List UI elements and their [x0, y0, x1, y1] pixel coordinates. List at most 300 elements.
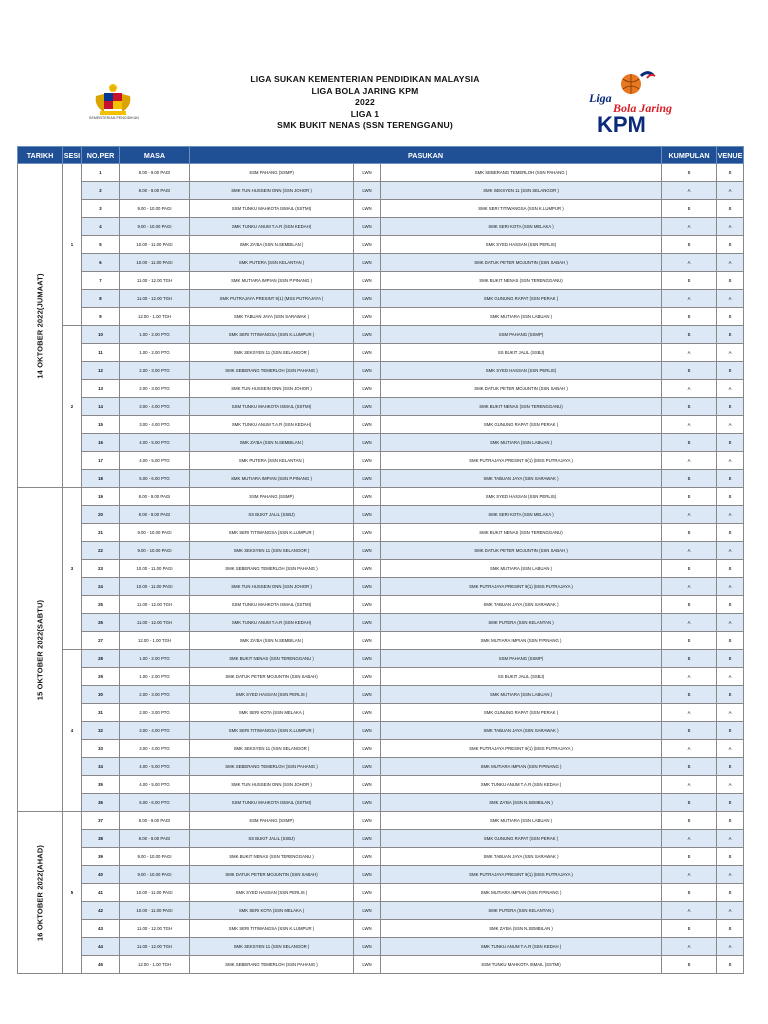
match-number: 19 [82, 488, 120, 506]
venue-value: B [717, 434, 744, 452]
match-number: 39 [82, 848, 120, 866]
home-team: SSM TUNKU MAHKOTA ISMAIL (SSTMI) [190, 200, 354, 218]
match-time: 2.00 - 3.00 PTG [120, 380, 190, 398]
away-team: SS BUKIT JALIL (SSBJ) [381, 668, 662, 686]
match-number: 30 [82, 686, 120, 704]
versus-label: LWN [354, 200, 381, 218]
versus-label: LWN [354, 848, 381, 866]
table-row [18, 254, 744, 272]
venue-value: B [717, 524, 744, 542]
home-team: SMK SEBERANG TEMERLOH (SSN PAHANG ) [190, 362, 354, 380]
match-number: 38 [82, 830, 120, 848]
match-number: 42 [82, 902, 120, 920]
match-number: 44 [82, 938, 120, 956]
venue-value: B [717, 398, 744, 416]
title-competition: LIGA BOLA JARING KPM [311, 85, 419, 96]
away-team: SMK GUNUNG RAPAT (SSN PERAK ) [381, 830, 662, 848]
venue-value: A [717, 578, 744, 596]
match-number: 34 [82, 758, 120, 776]
match-time: 1.00 - 2.00 PTG [120, 650, 190, 668]
col-sesi: SESI [63, 147, 82, 164]
match-number: 10 [82, 326, 120, 344]
versus-label: LWN [354, 560, 381, 578]
versus-label: LWN [354, 218, 381, 236]
match-schedule-table [17, 146, 744, 974]
away-team: SMK MUTIARA IMPIAN (SSN P.PINANG ) [381, 884, 662, 902]
session-cell: 3 [63, 488, 82, 650]
group-value: B [662, 650, 717, 668]
venue-value: B [717, 308, 744, 326]
away-team: SS BUKIT JALIL (SSBJ) [381, 344, 662, 362]
match-number: 7 [82, 272, 120, 290]
versus-label: LWN [354, 362, 381, 380]
table-row [18, 596, 744, 614]
away-team: SMK DATUK PETER MOJUNTIN (SSN SABAH ) [381, 542, 662, 560]
group-value: A [662, 254, 717, 272]
away-team: SMK MUTIARA IMPIAN (SSN P.PINANG ) [381, 632, 662, 650]
venue-value: A [717, 938, 744, 956]
match-number: 24 [82, 578, 120, 596]
match-number: 37 [82, 812, 120, 830]
home-team: SMK MUTIARA IMPIAN (SSN P.PINANG ) [190, 272, 354, 290]
logo-text-liga: Liga [589, 91, 612, 105]
malaysia-crest-icon [90, 82, 136, 118]
versus-label: LWN [354, 650, 381, 668]
venue-value: B [717, 920, 744, 938]
versus-label: LWN [354, 398, 381, 416]
match-number: 4 [82, 218, 120, 236]
home-team: SMK SERI KOTA (SSN MELAKA ) [190, 704, 354, 722]
away-team: SSM PAHANG (SSMP) [381, 326, 662, 344]
table-row [18, 668, 744, 686]
home-team: SMK BUKIT NENAS (SSN TERENGGANU ) [190, 650, 354, 668]
table-row [18, 938, 744, 956]
group-value: B [662, 722, 717, 740]
group-value: B [662, 686, 717, 704]
away-team: SMK PUTRAJAYA PRESINT 9(1) (MSS PUTRAJAYA ) [381, 740, 662, 758]
table-header-row [18, 147, 744, 164]
group-value: B [662, 596, 717, 614]
home-team: SMK SEKSYEN 11 (SSN SELANGOR ) [190, 740, 354, 758]
date-label: 15 OKTOBER 2022(SABTU) [35, 599, 45, 700]
match-time: 2.00 - 3.00 PTG [120, 362, 190, 380]
match-number: 2 [82, 182, 120, 200]
group-value: B [662, 632, 717, 650]
home-team: SMK SERI KOTA (SSN MELAKA ) [190, 902, 354, 920]
match-time: 9.00 - 10.00 PAGI [120, 542, 190, 560]
away-team: SMK SYED HASSAN (SSN PERLIS) [381, 236, 662, 254]
match-number: 18 [82, 470, 120, 488]
date-cell [18, 488, 63, 812]
table-row [18, 326, 744, 344]
table-row [18, 812, 744, 830]
away-team: SMK SEKSYEN 11 (SSN SELANGOR ) [381, 182, 662, 200]
match-number: 14 [82, 398, 120, 416]
table-row [18, 920, 744, 938]
schedule-body [18, 164, 744, 974]
table-row [18, 956, 744, 974]
away-team: SMK MUTIARA (SSN LABUAN ) [381, 308, 662, 326]
match-time: 4.00 - 5.00 PTG [120, 758, 190, 776]
away-team: SMK BUKIT NENAS (SSN TERENGGANU) [381, 272, 662, 290]
group-value: B [662, 560, 717, 578]
away-team: SMK TABUAN JAYA (SSN SARAWAK ) [381, 722, 662, 740]
match-number: 31 [82, 704, 120, 722]
versus-label: LWN [354, 506, 381, 524]
match-number: 23 [82, 560, 120, 578]
group-value: B [662, 326, 717, 344]
home-team: SMK TUNKU ANUM T.A.R (SSN KEDAH) [190, 416, 354, 434]
group-value: B [662, 434, 717, 452]
date-cell [18, 164, 63, 488]
match-time: 11.00 - 12.00 TGH [120, 596, 190, 614]
table-row [18, 848, 744, 866]
home-team: SMK SERI TITIWANGSA (SSN K.LUMPUR ) [190, 722, 354, 740]
away-team: SMK TABUAN JAYA (SSN SARAWAK ) [381, 596, 662, 614]
match-time: 10.00 - 11.00 PAGI [120, 578, 190, 596]
match-time: 10.00 - 11.00 PAGI [120, 236, 190, 254]
logo-text-kpm: KPM [597, 112, 646, 134]
table-row [18, 380, 744, 398]
venue-value: B [717, 164, 744, 182]
versus-label: LWN [354, 182, 381, 200]
table-row [18, 488, 744, 506]
venue-value: B [717, 632, 744, 650]
versus-label: LWN [354, 290, 381, 308]
match-number: 33 [82, 740, 120, 758]
match-number: 22 [82, 542, 120, 560]
versus-label: LWN [354, 254, 381, 272]
venue-value: A [717, 668, 744, 686]
away-team: SMK SERI KOTA (SSN MELAKA ) [381, 218, 662, 236]
home-team: SMK PUTERA (SSN KELANTAN ) [190, 452, 354, 470]
match-number: 15 [82, 416, 120, 434]
venue-value: A [717, 182, 744, 200]
group-value: B [662, 920, 717, 938]
venue-value: A [717, 902, 744, 920]
home-team: SSM TUNKU MAHKOTA ISMAIL (SSTMI) [190, 398, 354, 416]
home-team: SMK ZA'BA (SSN N.SEMBILAN ) [190, 632, 354, 650]
versus-label: LWN [354, 326, 381, 344]
table-row [18, 578, 744, 596]
away-team: SMK MUTIARA (SSN LABUAN ) [381, 812, 662, 830]
versus-label: LWN [354, 902, 381, 920]
away-team: SMK BUKIT NENAS (SSN TERENGGANU) [381, 398, 662, 416]
match-number: 28 [82, 650, 120, 668]
table-row [18, 776, 744, 794]
match-number: 11 [82, 344, 120, 362]
session-cell: 1 [63, 164, 82, 326]
table-row [18, 452, 744, 470]
versus-label: LWN [354, 668, 381, 686]
versus-label: LWN [354, 164, 381, 182]
venue-value: A [717, 506, 744, 524]
versus-label: LWN [354, 866, 381, 884]
versus-label: LWN [354, 614, 381, 632]
versus-label: LWN [354, 920, 381, 938]
document-title-block [200, 74, 530, 132]
home-team: SMK MUTIARA IMPIAN (SSN P.PINANG ) [190, 470, 354, 488]
date-label: 14 OKTOBER 2022(JUMAAT) [35, 272, 45, 379]
match-time: 3.00 - 4.00 PTG [120, 722, 190, 740]
versus-label: LWN [354, 542, 381, 560]
home-team: SMK ZA'BA (SSN N.SEMBILAN ) [190, 434, 354, 452]
match-time: 4.00 - 5.00 PTG [120, 776, 190, 794]
away-team: SMK ZA'BA (SSN N.SEMBILAN ) [381, 794, 662, 812]
away-team: SMK MUTIARA (SSN LABUAN ) [381, 560, 662, 578]
venue-value: A [717, 704, 744, 722]
home-team: SMK TUN HUSSEIN ONN (SSN JOHOR ) [190, 776, 354, 794]
match-number: 9 [82, 308, 120, 326]
match-time: 1.00 - 2.00 PTG [120, 326, 190, 344]
table-row [18, 542, 744, 560]
home-team: SSM TUNKU MAHKOTA ISMAIL (SSTMI) [190, 794, 354, 812]
venue-value: A [717, 542, 744, 560]
title-league: LIGA SUKAN KEMENTERIAN PENDIDIKAN MALAYSIA [250, 74, 480, 84]
away-team: SMK TUNKU ANUM T.A.R (SSN KEDAH ) [381, 776, 662, 794]
match-time: 8.00 - 9.00 PAGI [120, 506, 190, 524]
venue-value: B [717, 956, 744, 974]
group-value: A [662, 776, 717, 794]
venue-value: B [717, 326, 744, 344]
home-team: SMK SERI TITIWANGSA (SSN K.LUMPUR ) [190, 326, 354, 344]
col-masa: MASA [120, 147, 190, 164]
table-row [18, 362, 744, 380]
venue-value: B [717, 362, 744, 380]
group-value: B [662, 812, 717, 830]
venue-value: A [717, 344, 744, 362]
session-cell: 4 [63, 650, 82, 812]
versus-label: LWN [354, 776, 381, 794]
venue-value: A [717, 452, 744, 470]
match-time: 8.00 - 9.00 PAGI [120, 182, 190, 200]
session-cell: 2 [63, 326, 82, 488]
match-time: 8.00 - 9.00 PAGI [120, 812, 190, 830]
match-number: 6 [82, 254, 120, 272]
away-team: SMK DATUK PETER MOJUNTIN (SSN SABAH ) [381, 380, 662, 398]
table-row [18, 524, 744, 542]
venue-value: A [717, 218, 744, 236]
date-cell [18, 812, 63, 974]
venue-value: B [717, 722, 744, 740]
match-number: 16 [82, 434, 120, 452]
home-team: SMK SEKSYEN 11 (SSN SELANGOR ) [190, 542, 354, 560]
group-value: A [662, 938, 717, 956]
away-team: SMK SERI TITIWANGSA (SSN K.LUMPUR ) [381, 200, 662, 218]
venue-value: B [717, 560, 744, 578]
table-row [18, 272, 744, 290]
versus-label: LWN [354, 938, 381, 956]
match-time: 10.00 - 11.00 PAGI [120, 254, 190, 272]
group-value: B [662, 308, 717, 326]
match-time: 9.00 - 10.00 PAGI [120, 218, 190, 236]
match-time: 9.00 - 10.00 PAGI [120, 200, 190, 218]
table-row [18, 686, 744, 704]
match-number: 29 [82, 668, 120, 686]
versus-label: LWN [354, 686, 381, 704]
group-value: B [662, 398, 717, 416]
away-team: SMK MUTIARA (SSN LABUAN ) [381, 434, 662, 452]
match-time: 11.00 - 12.00 TGH [120, 938, 190, 956]
match-time: 8.00 - 9.00 PAGI [120, 164, 190, 182]
away-team: SMK BUKIT NENAS (SSN TERENGGANU) [381, 524, 662, 542]
match-time: 3.00 - 4.00 PTG [120, 740, 190, 758]
venue-value: A [717, 740, 744, 758]
home-team: SMK SEBERANG TEMERLOH (SSN PAHANG ) [190, 956, 354, 974]
home-team: SMK TUN HUSSEIN ONN (SSN JOHOR ) [190, 182, 354, 200]
venue-value: B [717, 200, 744, 218]
home-team: SMK SEKSYEN 11 (SSN SELANGOR ) [190, 344, 354, 362]
match-number: 25 [82, 596, 120, 614]
match-time: 5.00 - 6.00 PTG [120, 794, 190, 812]
group-value: B [662, 488, 717, 506]
versus-label: LWN [354, 236, 381, 254]
home-team: SMK SYED HASSAN (SSN PERLIS ) [190, 884, 354, 902]
group-value: B [662, 524, 717, 542]
match-time: 11.00 - 12.00 TGH [120, 614, 190, 632]
date-label: 16 OKTOBER 2022(AHAD) [35, 844, 45, 941]
versus-label: LWN [354, 452, 381, 470]
table-row [18, 434, 744, 452]
match-time: 12.00 - 1.00 TGH [120, 632, 190, 650]
group-value: A [662, 740, 717, 758]
group-value: A [662, 902, 717, 920]
match-number: 20 [82, 506, 120, 524]
group-value: B [662, 758, 717, 776]
col-venue: VENUE [717, 147, 744, 164]
table-row [18, 290, 744, 308]
versus-label: LWN [354, 488, 381, 506]
match-number: 35 [82, 776, 120, 794]
venue-value: A [717, 830, 744, 848]
table-row [18, 182, 744, 200]
match-number: 45 [82, 956, 120, 974]
venue-value: A [717, 866, 744, 884]
table-row [18, 164, 744, 182]
match-time: 2.00 - 3.00 PTG [120, 704, 190, 722]
versus-label: LWN [354, 578, 381, 596]
table-row [18, 650, 744, 668]
col-tarikh: TARIKH [18, 147, 63, 164]
away-team: SSM TUNKU MAHKOTA ISMAIL (SSTMI) [381, 956, 662, 974]
home-team: SMK TABUAN JAYA (SSN SARAWAK ) [190, 308, 354, 326]
logo-text-bola-jaring: Bola Jaring [613, 101, 673, 115]
group-value: B [662, 200, 717, 218]
group-value: A [662, 704, 717, 722]
home-team: SMK SEBERANG TEMERLOH (SSN PAHANG ) [190, 560, 354, 578]
venue-value: A [717, 416, 744, 434]
table-row [18, 308, 744, 326]
home-team: SMK DATUK PETER MOJUNTIN (SSN SABAH) [190, 866, 354, 884]
venue-value: A [717, 776, 744, 794]
table-row [18, 344, 744, 362]
group-value: A [662, 290, 717, 308]
group-value: A [662, 542, 717, 560]
group-value: A [662, 452, 717, 470]
versus-label: LWN [354, 722, 381, 740]
away-team: SMK GUNUNG RAPAT (SSN PERAK ) [381, 290, 662, 308]
home-team: SMK SERI TITIWANGSA (SSN K.LUMPUR ) [190, 524, 354, 542]
match-time: 4.00 - 5.00 PTG [120, 452, 190, 470]
title-division: LIGA 1 [350, 108, 380, 119]
versus-label: LWN [354, 956, 381, 974]
group-value: A [662, 506, 717, 524]
match-time: 9.00 - 10.00 PAGI [120, 524, 190, 542]
home-team: SMK DATUK PETER MOJUNTIN (SSN SABAH) [190, 668, 354, 686]
away-team: SSM PAHANG (SSMP) [381, 650, 662, 668]
venue-value: B [717, 884, 744, 902]
match-time: 11.00 - 12.00 TGH [120, 272, 190, 290]
match-number: 1 [82, 164, 120, 182]
versus-label: LWN [354, 740, 381, 758]
group-value: A [662, 344, 717, 362]
table-row [18, 398, 744, 416]
match-number: 40 [82, 866, 120, 884]
versus-label: LWN [354, 272, 381, 290]
table-row [18, 866, 744, 884]
venue-value: B [717, 236, 744, 254]
home-team: SMK TUN HUSSEIN ONN (SSN JOHOR ) [190, 380, 354, 398]
away-team: SMK SEBERANG TEMERLOH (SSN PAHANG ) [381, 164, 662, 182]
table-row [18, 632, 744, 650]
table-row [18, 830, 744, 848]
away-team: SMK TUNKU ANUM T.A.R (SSN KEDAH ) [381, 938, 662, 956]
match-number: 32 [82, 722, 120, 740]
versus-label: LWN [354, 758, 381, 776]
away-team: SMK TABUAN JAYA (SSN SARAWAK ) [381, 848, 662, 866]
versus-label: LWN [354, 470, 381, 488]
versus-label: LWN [354, 416, 381, 434]
venue-value: B [717, 794, 744, 812]
match-number: 17 [82, 452, 120, 470]
match-number: 43 [82, 920, 120, 938]
away-team: SMK PUTRAJAYA PRESINT 9(1) (MSS PUTRAJAYA ) [381, 866, 662, 884]
versus-label: LWN [354, 524, 381, 542]
home-team: SSM TUNKU MAHKOTA ISMAIL (SSTMI) [190, 596, 354, 614]
away-team: SMK GUNUNG RAPAT (SSN PERAK ) [381, 704, 662, 722]
venue-value: B [717, 596, 744, 614]
match-time: 12.00 - 1.00 TGH [120, 308, 190, 326]
table-row [18, 218, 744, 236]
venue-value: B [717, 470, 744, 488]
match-time: 12.00 - 1.00 TGH [120, 956, 190, 974]
match-time: 10.00 - 11.00 PAGI [120, 902, 190, 920]
versus-label: LWN [354, 884, 381, 902]
match-time: 1.00 - 2.00 PTG [120, 344, 190, 362]
table-row [18, 740, 744, 758]
group-value: B [662, 848, 717, 866]
home-team: SMK SEBERANG TEMERLOH (SSN PAHANG ) [190, 758, 354, 776]
crest-caption: KEMENTERIAN PENDIDIKAN [89, 116, 139, 120]
venue-value: A [717, 290, 744, 308]
table-row [18, 560, 744, 578]
away-team: SMK MUTIARA (SSN LABUAN ) [381, 686, 662, 704]
versus-label: LWN [354, 344, 381, 362]
match-time: 10.00 - 11.00 PAGI [120, 560, 190, 578]
away-team: SMK PUTRAJAYA PRESINT 9(1) (MSS PUTRAJAYA ) [381, 452, 662, 470]
home-team: SMK BUKIT NENAS (SSN TERENGGANU ) [190, 848, 354, 866]
match-time: 9.00 - 10.00 PAGI [120, 848, 190, 866]
match-time: 4.00 - 5.00 PTG [120, 434, 190, 452]
away-team: SMK TABUAN JAYA (SSN SARAWAK ) [381, 470, 662, 488]
versus-label: LWN [354, 812, 381, 830]
match-number: 3 [82, 200, 120, 218]
versus-label: LWN [354, 632, 381, 650]
group-value: B [662, 236, 717, 254]
group-value: A [662, 830, 717, 848]
match-time: 9.00 - 10.00 PAGI [120, 866, 190, 884]
match-time: 3.00 - 4.00 PTG [120, 398, 190, 416]
